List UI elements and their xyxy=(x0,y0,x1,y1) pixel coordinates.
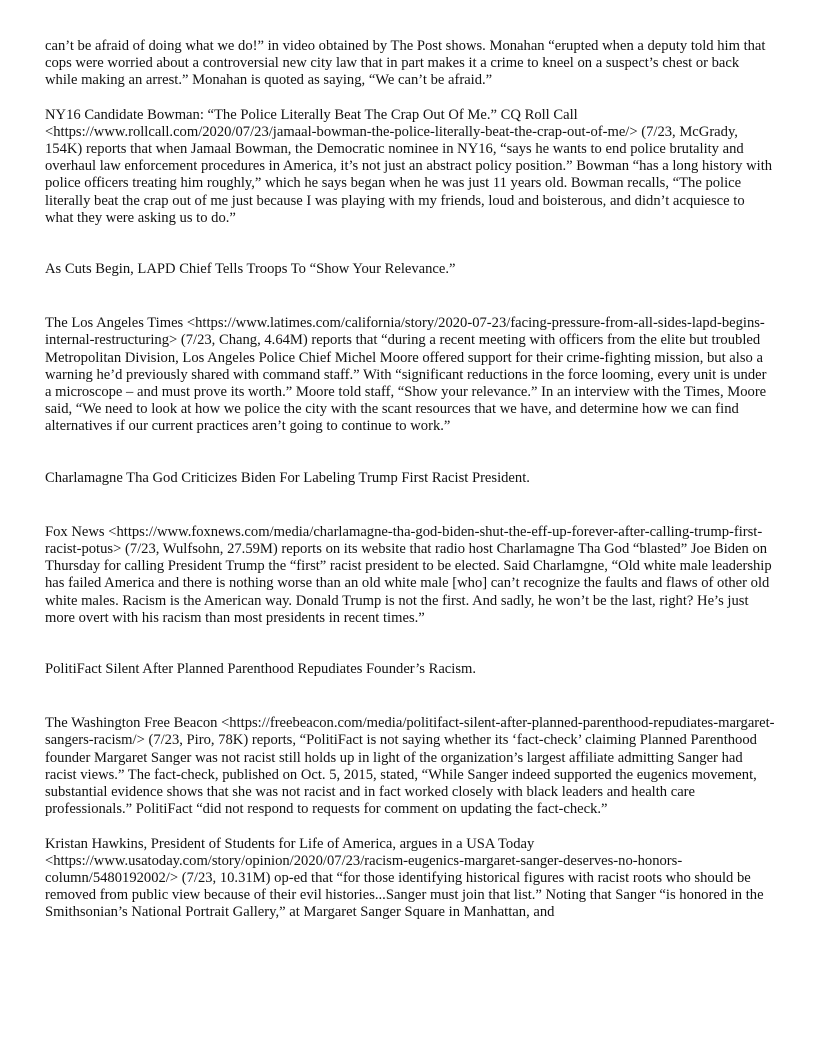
paragraph-bowman: NY16 Candidate Bowman: “The Police Literally Beat The Crap Out Of Me.” CQ Roll Call <https://www.rollcall.com/2020/07/23/jamaal-bowman-the-police-literally-beat-the-crap-out-of-me/> (7/23, McGrady, 154K) reports that when Jamaal Bowman, the Democratic nominee in NY16, “says he wants to end police brutality and overhaul law enforcement procedures in America, it’s not just an abstract policy position.” Bowman “has a long history with police officers treating him roughly,” which he says began when he was just 11 years old. Bowman recalls, “The police literally beat the crap out of me just because I was playing with my friends, loud and boisterous, and didn’t acquiesce to what they were asking us to do.” xyxy=(45,106,773,226)
headline-lapd: As Cuts Begin, LAPD Chief Tells Troops To “Show Your Relevance.” xyxy=(45,261,456,278)
paragraph-fox-news: Fox News <https://www.foxnews.com/media/charlamagne-tha-god-biden-shut-the-eff-up-forever-after-calling-trump-first-racist-potus> (7/23, Wulfsohn, 27.59M) reports on its website that radio host Charlamagne Tha God “blasted” Joe Biden on Thursday for calling President Trump the “first” racist president to be elected. Said Charlamgne, “Old white male leadership has failed America and there is nothing worse than an old white male [who] can’t recognize the faults and flaws of other old white males. Racism is the American way. Donald Trump is not the first. And sadly, he won’t be the last, right? He’s just more overt with his racism than most presidents in recent times.” xyxy=(45,523,772,626)
paragraph-monahan-continued: can’t be afraid of doing what we do!” in video obtained by The Post shows. Monahan “erupted when a deputy told him that cops were worried about a controversial new city law that in part makes it a crime to kneel on a suspect’s chest or back while making an arrest.” Monahan is quoted as saying, “We can’t be afraid.” xyxy=(45,38,766,89)
headline-charlamagne: Charlamagne Tha God Criticizes Biden For Labeling Trump First Racist President. xyxy=(45,469,530,486)
document-page xyxy=(45,38,775,922)
paragraph-hawkins: Kristan Hawkins, President of Students for Life of America, argues in a USA Today <https://www.usatoday.com/story/opinion/2020/07/23/racism-eugenics-margaret-sanger-deserves-no-honors-column/5480192002/> (7/23, 10.31M) op-ed that “for those identifying historical figures with racist roots who should be removed from public view because of their evil histories...Sanger must join that list.” Noting that Sanger “is honored in the Smithsonian’s National Portrait Gallery,” at Margaret Sanger Square in Manhattan, and xyxy=(45,835,764,921)
headline-politifact: PolitiFact Silent After Planned Parenthood Repudiates Founder’s Racism. xyxy=(45,661,477,678)
paragraph-la-times: The Los Angeles Times <https://www.latimes.com/california/story/2020-07-23/facing-pressure-from-all-sides-lapd-begins-internal-restructuring> (7/23, Chang, 4.64M) reports that “during a recent meeting with officers from the elite but troubled Metropolitan Division, Los Angeles Police Chief Michel Moore offered support for their crime-fighting mission, but also a warning he’d previously shared with command staff.” With “significant reductions in the force looming, every unit is under a microscope – and must prove its worth.” Moore told staff, “Show your relevance.” In an interview with the Times, Moore said, “We need to look at how we police the city with the scant resources that we have, and determine how we can find alternatives if our current practices aren’t going to continue to work.” xyxy=(45,315,767,435)
paragraph-free-beacon: The Washington Free Beacon <https://freebeacon.com/media/politifact-silent-after-planned-parenthood-repudiates-margaret-sangers-racism/> (7/23, Piro, 78K) reports, “PolitiFact is not saying whether its ‘fact-check’ claiming Planned Parenthood founder Margaret Sanger was not racist still holds up in light of the organization’s largest affiliate admitting Sanger had racist views.” The fact-check, published on Oct. 5, 2015, stated, “While Sanger indeed supported the eugenics movement, substantial evidence shows that she was not racist and in fact worked closely with black leaders and health care professionals.” PolitiFact “did not respond to requests for comment on updating the fact-check.” xyxy=(45,715,775,818)
